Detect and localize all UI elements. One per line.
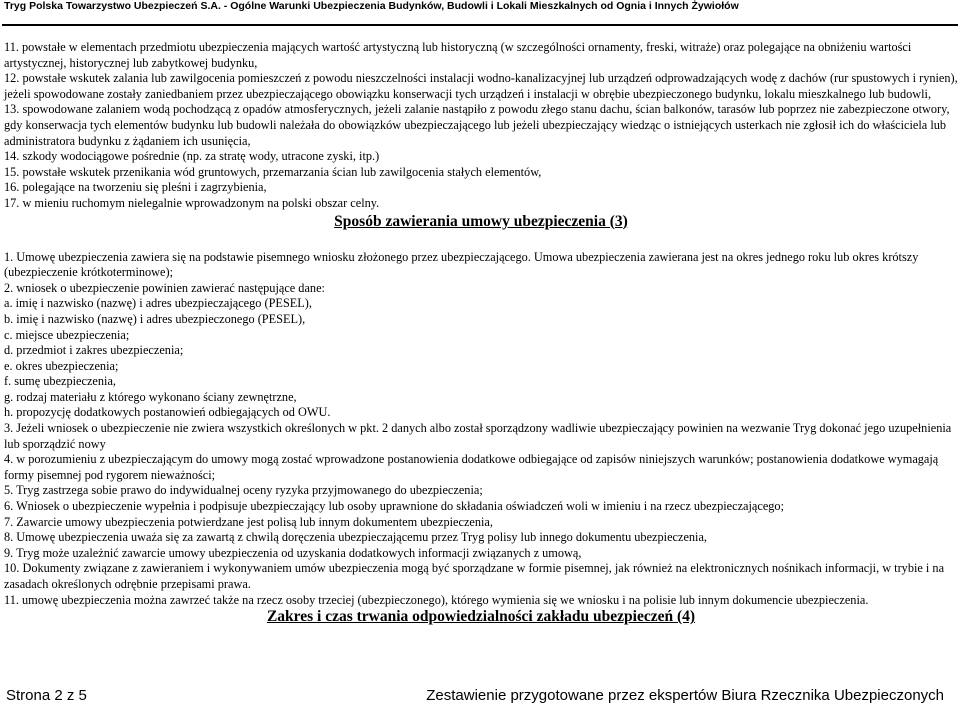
contract-paragraph: b. imię i nazwisko (nazwę) i adres ubezpieczonego (PESEL), (4, 311, 306, 326)
contract-paragraph: e. okres ubezpieczenia; (4, 358, 119, 373)
contract-paragraph: 1. Umowę ubezpieczenia zawiera się na podstawie pisemnego wniosku złożonego przez ubezpieczającego. Umowa ubezpieczenia zawierana jest na okres jednego roku lub okres krótszy (ubezpieczenie krótkoterminowe); (4, 249, 919, 280)
exclusion-item: 16. polegające na tworzeniu się pleśni i zagrzybienia, (4, 180, 267, 195)
exclusion-item: 14. szkody wodociągowe pośrednie (np. za stratę wody, utracone zyski, itp.) (4, 149, 380, 164)
contract-paragraph: 11. umowę ubezpieczenia można zawrzeć także na rzecz osoby trzeciej (ubezpieczonego), którego wymienia się we wniosku i na polisie lub innym dokumencie ubezpieczenia. (4, 592, 869, 607)
document-footer (0, 687, 960, 707)
page-number: Strona 2 z 5 (6, 687, 87, 704)
contract-paragraph: 10. Dokumenty związane z zawieraniem i wykonywaniem umów ubezpieczenia mogą być sporządzane w formie pisemnej, jak również na elektronicznych nośnikach informacji, w trybie i na zasadach określonych odrębnie przepisami prawa. (4, 561, 945, 591)
contract-paragraph: 2. wniosek o ubezpieczenie powinien zawierać następujące dane: (4, 280, 325, 295)
contract-paragraph: 3. Jeżeli wniosek o ubezpieczenie nie zwiera wszystkich określonych w pkt. 2 danych albo został sporządzony wadliwie ubezpieczający powinien na wezwanie Tryg dokonać jego uzupełnienia lub sporządzić nowy (4, 421, 952, 451)
contract-paragraph: 5. Tryg zastrzega sobie prawo do indywidualnej oceny ryzyka przyjmowanego do ubezpieczenia; (4, 483, 483, 498)
exclusions-list (4, 40, 958, 212)
contract-paragraph: 8. Umowę ubezpieczenia uważa się za zawartą z chwilą doręczenia ubezpieczającemu przez Tryg polisy lub innego dokumentu ubezpieczenia, (4, 530, 707, 545)
contract-paragraph: a. imię i nazwisko (nazwę) i adres ubezpieczającego (PESEL), (4, 296, 312, 311)
contract-paragraph: f. sumę ubezpieczenia, (4, 374, 116, 389)
contract-paragraph: 6. Wniosek o ubezpieczenie wypełnia i podpisuje ubezpieczający lub osoby uprawnione do składania oświadczeń woli w imieniu i na rzecz ubezpieczającego; (4, 499, 784, 514)
contract-paragraph: g. rodzaj materiału z którego wykonano ściany zewnętrzne, (4, 389, 297, 404)
section-heading-liability: Zakres i czas trwania odpowiedzialności zakładu ubezpieczeń (4) (266, 608, 696, 626)
document-body (4, 40, 958, 626)
exclusion-item: 13. spowodowane zalaniem wodą pochodzącą z opadów atmosferycznych, jeżeli zalanie nastąpiło z powodu złego stanu dachu, ścian balkonów, tarasów lub poprzez nie zabezpieczone otwory, gdy konserwacja tych elementów budynku lub budowli należała do obowiązków ubezpieczającego lub jeżeli ubezpieczający wiedząc o istniejących usterkach nie zgłosił ich do właściciela lub administratora budynku z żądaniem ich usunięcia, (4, 102, 950, 148)
header-title: Tryg Polska Towarzystwo Ubezpieczeń S.A. - Ogólne Warunki Ubezpieczenia Budynków, Budowli i Lokali Mieszkalnych od Ognia i Innych Żywiołów (4, 0, 739, 12)
exclusion-item: 15. powstałe wskutek przenikania wód gruntowych, przemarzania ścian lub zawilgocenia stałych elementów, (4, 164, 542, 179)
contract-paragraph: 7. Zawarcie umowy ubezpieczenia potwierdzane jest polisą lub innym dokumentem ubezpieczenia, (4, 514, 493, 529)
contract-paragraph: d. przedmiot i zakres ubezpieczenia; (4, 343, 184, 358)
section-heading-contract: Sposób zawierania umowy ubezpieczenia (3) (334, 212, 628, 230)
header-divider (2, 24, 958, 26)
document-header (0, 0, 960, 14)
exclusion-item: 11. powstałe w elementach przedmiotu ubezpieczenia mających wartość artystyczną lub historyczną (w szczególności ornamenty, freski, witraże) oraz polegające na obniżeniu wartości artystycznej, historycznej lub zabytkowej budynku, (4, 40, 912, 70)
exclusion-item: 17. w mieniu ruchomym nielegalnie wprowadzonym na polski obszar celny. (4, 195, 380, 210)
contract-paragraph: c. miejsce ubezpieczenia; (4, 327, 130, 342)
footer-note: Zestawienie przygotowane przez ekspertów Biura Rzecznika Ubezpieczonych (426, 687, 944, 704)
contract-section (4, 250, 958, 609)
contract-paragraph: 9. Tryg może uzależnić zawarcie umowy ubezpieczenia od uzyskania dodatkowych informacji związanych z umową, (4, 545, 582, 560)
contract-paragraph: 4. w porozumieniu z ubezpieczającym do umowy mogą zostać wprowadzone postanowienia dodatkowe odbiegające od zapisów niniejszych warunków; postanowienia dodatkowe wymagają formy pisemnej pod rygorem nieważności; (4, 452, 939, 482)
exclusion-item: 12. powstałe wskutek zalania lub zawilgocenia pomieszczeń z powodu nieszczelności instalacji wodno-kanalizacyjnej lub urządzeń odprowadzających wodę z dachów (rur spustowych i rynien), jeżeli spowodowane zostały zaniedbaniem przez ubezpieczającego obowiązku konserwacji tych urządzeń i instalacji w obrębie ubezpieczonego budynku, lokalu mieszkalnego lub budowli, (4, 71, 958, 101)
contract-paragraph: h. propozycję dodatkowych postanowień odbiegających od OWU. (4, 405, 331, 420)
